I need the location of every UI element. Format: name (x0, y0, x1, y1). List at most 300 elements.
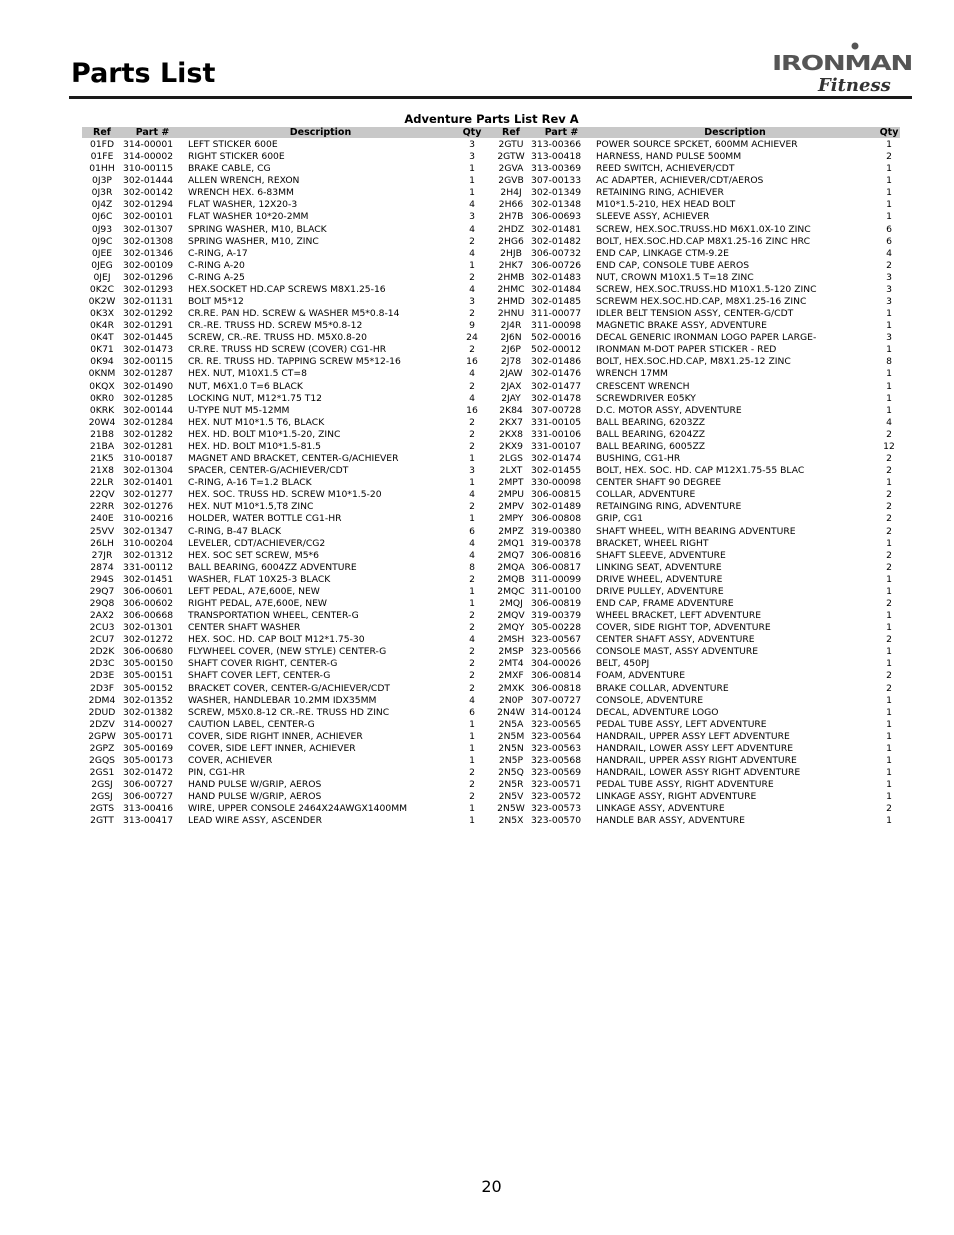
part-number-cell: 302-01490 (123, 380, 174, 392)
part-number-cell: 302-01293 (123, 283, 174, 295)
part-number-cell: 311-00098 (531, 320, 582, 332)
qty-cell: 2 (469, 622, 475, 634)
ref-cell: 01FE (90, 151, 114, 163)
description-cell: C-RING, B-47 BLACK (188, 525, 282, 537)
description-cell: COLLAR, ADVENTURE (596, 489, 696, 501)
qty-cell: 2 (886, 561, 892, 573)
description-cell: HANDRAIL, UPPER ASSY RIGHT ADVENTURE (596, 754, 797, 766)
description-cell: MAGNETIC BRAKE ASSY, ADVENTURE (596, 320, 767, 332)
part-number-cell: 302-01272 (123, 634, 174, 646)
table-row (82, 429, 900, 441)
page-title: Parts List (71, 58, 216, 89)
qty-cell: 1 (886, 344, 892, 356)
ref-cell: 0K2C (89, 283, 115, 295)
ref-cell: 22LR (90, 477, 114, 489)
part-number-cell: 306-00819 (531, 597, 582, 609)
qty-cell: 2 (886, 597, 892, 609)
part-number-cell: 313-00416 (123, 803, 174, 815)
description-cell: BALL BEARING, 6203ZZ (596, 416, 706, 428)
qty-cell: 2 (469, 440, 475, 452)
qty-cell: 4 (886, 416, 892, 428)
qty-cell: 1 (886, 404, 892, 416)
description-cell: BOLT M5*12 (188, 296, 244, 308)
qty-cell: 16 (466, 356, 478, 368)
part-number-cell: 302-01401 (123, 477, 174, 489)
part-number-cell: 323-00573 (531, 803, 582, 815)
part-number-cell: 305-00171 (123, 730, 174, 742)
part-number-cell: 302-01287 (123, 368, 174, 380)
qty-cell: 3 (886, 271, 892, 283)
qty-cell: 2 (886, 259, 892, 271)
ref-cell: 2J6N (500, 332, 522, 344)
qty-cell: 4 (469, 549, 475, 561)
table-row (82, 574, 900, 586)
qty-cell: 1 (886, 585, 892, 597)
description-cell: SCREW, M5X0.8-12 CR.-RE. TRUSS HD ZINC (188, 706, 390, 718)
part-number-cell: 323-00572 (531, 791, 582, 803)
ref-cell: 21B8 (90, 428, 114, 440)
ref-cell: 0KNM (88, 368, 116, 380)
ref-cell: 22QV (89, 489, 115, 501)
description-cell: BRACKET COVER, CENTER-G/ACHIEVER/CDT (188, 682, 391, 694)
part-number-cell: 302-01486 (531, 356, 582, 368)
qty-cell: 1 (469, 259, 475, 271)
description-cell: FLAT WASHER 10*20-2MM (188, 211, 309, 223)
part-number-cell: 314-00001 (123, 139, 174, 150)
description-cell: BALL BEARING, 6204ZZ (596, 428, 706, 440)
qty-cell: 8 (469, 561, 475, 573)
qty-cell: 2 (886, 670, 892, 682)
ref-cell: 21BA (89, 440, 115, 452)
ref-cell: 2DZV (89, 718, 115, 730)
part-number-cell: 314-00124 (531, 706, 582, 718)
qty-cell: 8 (886, 356, 892, 368)
table-row (82, 272, 900, 284)
description-cell: LINKING SEAT, ADVENTURE (596, 561, 722, 573)
description-cell: RETAINING RING, ACHIEVER (596, 187, 724, 199)
qty-cell: 4 (469, 223, 475, 235)
ref-cell: 2H66 (498, 199, 524, 211)
part-number-cell: 331-00107 (531, 440, 582, 452)
ref-cell: 2MQJ (499, 597, 523, 609)
description-cell: BOLT, HEX.SOC.HD.CAP, M8X1.25-12 ZINC (596, 356, 791, 368)
qty-cell: 6 (886, 235, 892, 247)
table-row (82, 393, 900, 405)
part-number-cell: 306-00727 (123, 779, 174, 791)
description-cell: CRESCENT WRENCH (596, 380, 690, 392)
part-number-cell: 302-01482 (531, 235, 582, 247)
part-number-cell: 323-00564 (531, 730, 582, 742)
part-number-cell: 302-00142 (123, 187, 174, 199)
qty-cell: 16 (466, 404, 478, 416)
qty-cell: 1 (886, 730, 892, 742)
part-number-cell: 302-01291 (123, 320, 174, 332)
description-cell: RETAINGING RING, ADVENTURE (596, 501, 742, 513)
ref-cell: 2HNU (497, 308, 525, 320)
qty-cell: 1 (886, 175, 892, 187)
description-cell: CENTER SHAFT 90 DEGREE (596, 477, 722, 489)
part-number-cell: 302-01277 (123, 489, 174, 501)
qty-cell: 1 (469, 730, 475, 742)
ref-cell: 2MPU (497, 489, 525, 501)
part-number-cell: 331-00106 (531, 428, 582, 440)
table-row (82, 224, 900, 236)
description-cell: CR.RE. TRUSS HD SCREW (COVER) CG1-HR (188, 344, 387, 356)
description-cell: HEX. HD. BOLT M10*1.5-20, ZINC (188, 428, 341, 440)
qty-cell: 2 (886, 489, 892, 501)
description-cell: COVER, ACHIEVER (188, 754, 273, 766)
ref-cell: 2GSJ (91, 791, 113, 803)
qty-cell: 2 (886, 634, 892, 646)
ref-cell: 2MQ1 (497, 537, 525, 549)
description-cell: END CAP, FRAME ADVENTURE (596, 597, 734, 609)
part-number-cell: 302-01445 (123, 332, 174, 344)
ref-cell: 2MT4 (498, 658, 524, 670)
description-cell: RIGHT PEDAL, A7E,600E, NEW (188, 597, 327, 609)
description-cell: DRIVE PULLEY, ADVENTURE (596, 585, 724, 597)
part-number-cell: 302-01304 (123, 465, 174, 477)
qty-cell: 1 (886, 187, 892, 199)
ref-cell: 2D3C (89, 658, 115, 670)
table-row (82, 646, 900, 658)
description-cell: HEX. SOC. HD. CAP BOLT M12*1.75-30 (188, 634, 365, 646)
ref-cell: 2N5N (498, 742, 524, 754)
page-number: 20 (481, 1177, 502, 1196)
ref-cell: 2GTU (498, 139, 524, 150)
qty-cell: 2 (886, 465, 892, 477)
ref-cell: 2J6P (501, 344, 521, 356)
qty-cell: 4 (469, 247, 475, 259)
description-cell: CR.-RE. TRUSS HD. SCREW M5*0.8-12 (188, 320, 363, 332)
qty-cell: 3 (469, 296, 475, 308)
description-cell: SHAFT COVER RIGHT, CENTER-G (188, 658, 338, 670)
description-cell: PIN, CG1-HR (188, 767, 245, 779)
ref-cell: 0J4Z (91, 199, 113, 211)
qty-cell: 1 (886, 646, 892, 658)
parts-table (82, 139, 900, 827)
part-number-cell: 302-01481 (531, 223, 582, 235)
ref-cell: 2MQA (497, 561, 525, 573)
table-row (82, 477, 900, 489)
qty-cell: 4 (469, 694, 475, 706)
qty-cell: 1 (886, 706, 892, 718)
ref-cell: 0JEE (91, 247, 113, 259)
ref-cell: 2LXT (499, 465, 523, 477)
qty-cell: 3 (886, 332, 892, 344)
description-cell: HEX. NUT M10*1.5 T6, BLACK (188, 416, 325, 428)
ref-cell: 2JAW (499, 368, 523, 380)
description-cell: BUSHING, CG1-HR (596, 453, 681, 465)
description-cell: HEX. NUT, M10X1.5 CT=8 (188, 368, 307, 380)
description-cell: C-RING, A-17 (188, 247, 248, 259)
table-row (82, 767, 900, 779)
ref-cell: 01HH (89, 163, 115, 175)
ref-cell: 2N5R (498, 779, 524, 791)
description-cell: HEX. SOC SET SCREW, M5*6 (188, 549, 319, 561)
ref-cell: 0JEJ (93, 271, 111, 283)
ref-cell: 2MQC (497, 585, 525, 597)
part-number-cell: 314-00027 (123, 718, 174, 730)
description-cell: WASHER, FLAT 10X25-3 BLACK (188, 573, 331, 585)
description-cell: FLAT WASHER, 12X20-3 (188, 199, 298, 211)
ref-cell: 0KR0 (89, 392, 115, 404)
ref-cell: 2N4W (497, 706, 525, 718)
part-number-cell: 307-00133 (531, 175, 582, 187)
table-row (82, 803, 900, 815)
qty-cell: 4 (469, 199, 475, 211)
table-row (82, 248, 900, 260)
part-number-cell: 306-00602 (123, 597, 174, 609)
qty-cell: 1 (886, 742, 892, 754)
ref-cell: 2N0P (498, 694, 524, 706)
table-row (82, 381, 900, 393)
description-cell: END CAP, LINKAGE CTM-9.2E (596, 247, 729, 259)
ref-cell: 2MPV (498, 501, 524, 513)
description-cell: AC ADAPTER, ACHIEVER/CDT/AEROS (596, 175, 764, 187)
table-row (82, 332, 900, 344)
qty-cell: 1 (886, 368, 892, 380)
table-row (82, 550, 900, 562)
part-number-cell: 313-00366 (531, 139, 582, 150)
description-cell: TRANSPORTATION WHEEL, CENTER-G (188, 610, 359, 622)
description-cell: RIGHT STICKER 600E (188, 151, 285, 163)
description-cell: M10*1.5-210, HEX HEAD BOLT (596, 199, 736, 211)
description-cell: WIRE, UPPER CONSOLE 2464X24AWGX1400MM (188, 803, 408, 815)
ref-cell: 2D3E (89, 670, 115, 682)
description-cell: LINKAGE ASSY, RIGHT ADVENTURE (596, 791, 757, 803)
qty-cell: 2 (886, 151, 892, 163)
part-number-cell: 302-01131 (123, 296, 174, 308)
ref-cell: 2MQV (497, 610, 525, 622)
part-number-cell: 323-00567 (531, 634, 582, 646)
description-cell: WRENCH HEX. 6-83MM (188, 187, 294, 199)
table-row (82, 139, 900, 151)
description-cell: BRACKET, WHEEL RIGHT (596, 537, 709, 549)
qty-cell: 2 (886, 682, 892, 694)
qty-cell: 2 (886, 501, 892, 513)
part-number-cell: 305-00173 (123, 754, 174, 766)
qty-cell: 2 (469, 271, 475, 283)
ref-cell: 2HDZ (497, 223, 525, 235)
ref-cell: 2JAX (500, 380, 522, 392)
part-number-cell: 302-00101 (123, 211, 174, 223)
part-number-cell: 302-01477 (531, 380, 582, 392)
description-cell: COVER, SIDE LEFT INNER, ACHIEVER (188, 742, 356, 754)
part-number-cell: 302-01483 (531, 271, 582, 283)
table-row (82, 755, 900, 767)
description-cell: FLYWHEEL COVER, (NEW STYLE) CENTER-G (188, 646, 387, 658)
ref-cell: 2MQB (497, 573, 525, 585)
description-cell: SPACER, CENTER-G/ACHIEVER/CDT (188, 465, 349, 477)
table-row (82, 453, 900, 465)
qty-cell: 1 (886, 320, 892, 332)
description-cell: CAUTION LABEL, CENTER-G (188, 718, 315, 730)
ref-cell: 0K4T (90, 332, 114, 344)
part-number-cell: 302-01485 (531, 296, 582, 308)
ref-cell: 01FD (89, 139, 115, 150)
table-row (82, 598, 900, 610)
description-cell: GRIP, CG1 (596, 513, 643, 525)
header-part: Part # (544, 127, 579, 138)
part-number-cell: 331-00105 (531, 416, 582, 428)
table-header (82, 127, 900, 138)
description-cell: BELT, 450PJ (596, 658, 650, 670)
part-number-cell: 310-00187 (123, 453, 174, 465)
description-cell: SPRING WASHER, M10, BLACK (188, 223, 327, 235)
part-number-cell: 319-00378 (531, 537, 582, 549)
qty-cell: 2 (469, 416, 475, 428)
part-number-cell: 302-01294 (123, 199, 174, 211)
qty-cell: 1 (469, 754, 475, 766)
description-cell: BALL BEARING, 6005ZZ (596, 440, 706, 452)
part-number-cell: 305-00152 (123, 682, 174, 694)
description-cell: LEVELER, CDT/ACHIEVER/CG2 (188, 537, 326, 549)
description-cell: MAGNET AND BRACKET, CENTER-G/ACHIEVER (188, 453, 399, 465)
qty-cell: 2 (469, 573, 475, 585)
table-row (82, 610, 900, 622)
ref-cell: 2MXK (497, 682, 525, 694)
description-cell: BOLT, HEX.SOC.HD.CAP M8X1.25-16 ZINC HRC (596, 235, 810, 247)
description-cell: WRENCH 17MM (596, 368, 668, 380)
ref-cell: 0K3X (89, 308, 114, 320)
ref-cell: 0J3R (91, 187, 113, 199)
ref-cell: 0J9C (91, 235, 113, 247)
ref-cell: 2GTT (90, 815, 114, 827)
part-number-cell: 306-00808 (531, 513, 582, 525)
description-cell: HANDRAIL, UPPER ASSY LEFT ADVENTURE (596, 730, 790, 742)
table-row (82, 695, 900, 707)
qty-cell: 1 (886, 779, 892, 791)
part-number-cell: 323-00568 (531, 754, 582, 766)
description-cell: SHAFT SLEEVE, ADVENTURE (596, 549, 726, 561)
ref-cell: 29Q8 (89, 597, 115, 609)
part-number-cell: 302-01349 (531, 187, 582, 199)
qty-cell: 1 (886, 622, 892, 634)
ref-cell: 0K2W (88, 296, 116, 308)
qty-cell: 4 (469, 368, 475, 380)
qty-cell: 3 (469, 151, 475, 163)
qty-cell: 1 (886, 815, 892, 827)
qty-cell: 3 (886, 296, 892, 308)
qty-cell: 2 (886, 513, 892, 525)
qty-cell: 2 (886, 803, 892, 815)
ref-cell: 0J6C (91, 211, 113, 223)
part-number-cell: 323-00566 (531, 646, 582, 658)
ref-cell: 26LH (90, 537, 114, 549)
ref-cell: 2N5X (498, 815, 524, 827)
table-row (82, 356, 900, 368)
description-cell: FOAM, ADVENTURE (596, 670, 686, 682)
part-number-cell: 305-00150 (123, 658, 174, 670)
ref-cell: 294S (90, 573, 114, 585)
logo-icon (770, 40, 916, 98)
part-number-cell: 302-01312 (123, 549, 174, 561)
description-cell: HAND PULSE W/GRIP, AEROS (188, 779, 322, 791)
description-cell: REED SWITCH, ACHIEVER/CDT (596, 163, 735, 175)
description-cell: DRIVE WHEEL, ADVENTURE (596, 573, 723, 585)
part-number-cell: 302-01348 (531, 199, 582, 211)
ref-cell: 2874 (90, 561, 114, 573)
part-number-cell: 302-01346 (123, 247, 174, 259)
part-number-cell: 302-01282 (123, 428, 174, 440)
qty-cell: 1 (886, 694, 892, 706)
qty-cell: 2 (469, 501, 475, 513)
table-row (82, 658, 900, 670)
qty-cell: 2 (469, 779, 475, 791)
ref-cell: 2N5V (498, 791, 524, 803)
description-cell: HANDLE BAR ASSY, ADVENTURE (596, 815, 745, 827)
qty-cell: 2 (469, 428, 475, 440)
ref-cell: 25VV (89, 525, 115, 537)
part-number-cell: 323-00570 (531, 815, 582, 827)
qty-cell: 1 (886, 754, 892, 766)
qty-cell: 2 (469, 235, 475, 247)
ref-cell: 2GPW (88, 730, 116, 742)
ironman-fitness-logo (770, 40, 916, 98)
part-number-cell: 302-01276 (123, 501, 174, 513)
part-number-cell: 302-01455 (531, 465, 582, 477)
description-cell: NUT, CROWN M10X1.5 T=18 ZINC (596, 271, 754, 283)
table-row (82, 308, 900, 320)
ref-cell: 2N5Q (498, 767, 524, 779)
qty-cell: 1 (886, 573, 892, 585)
qty-cell: 1 (886, 308, 892, 320)
ref-cell: 0KQX (89, 380, 115, 392)
description-cell: C-RING A-25 (188, 271, 245, 283)
part-number-cell: 306-00693 (531, 211, 582, 223)
ref-cell: 0KRK (89, 404, 115, 416)
table-row (82, 163, 900, 175)
part-number-cell: 302-01474 (531, 453, 582, 465)
qty-cell: 1 (469, 175, 475, 187)
description-cell: CR.RE. PAN HD. SCREW & WASHER M5*0.8-14 (188, 308, 400, 320)
part-number-cell: 302-01296 (123, 271, 174, 283)
table-row (82, 719, 900, 731)
part-number-cell: 302-00144 (123, 404, 174, 416)
qty-cell: 3 (469, 465, 475, 477)
description-cell: LEAD WIRE ASSY, ASCENDER (188, 815, 322, 827)
ref-cell: 2MQY (497, 622, 525, 634)
description-cell: HANDRAIL, LOWER ASSY RIGHT ADVENTURE (596, 767, 801, 779)
description-cell: SCREW, CR.-RE. TRUSS HD. M5X0.8-20 (188, 332, 367, 344)
table-row (82, 175, 900, 187)
part-number-cell: 319-00380 (531, 525, 582, 537)
part-number-cell: 314-00002 (123, 151, 174, 163)
qty-cell: 2 (469, 682, 475, 694)
table-row (82, 743, 900, 755)
qty-cell: 1 (886, 767, 892, 779)
ref-cell: 0J93 (91, 223, 113, 235)
description-cell: WHEEL BRACKET, LEFT ADVENTURE (596, 610, 762, 622)
qty-cell: 2 (886, 428, 892, 440)
description-cell: DECAL GENERIC IRONMAN LOGO PAPER LARGE- (596, 332, 817, 344)
qty-cell: 1 (886, 211, 892, 223)
description-cell: LOCKING NUT, M12*1.75 T12 (188, 392, 323, 404)
part-number-cell: 302-01478 (531, 392, 582, 404)
description-cell: CENTER SHAFT ASSY, ADVENTURE (596, 634, 755, 646)
qty-cell: 1 (469, 803, 475, 815)
description-cell: SHAFT COVER LEFT, CENTER-G (188, 670, 331, 682)
qty-cell: 3 (886, 283, 892, 295)
ref-cell: 2H7B (498, 211, 524, 223)
ref-cell: 2GPZ (89, 742, 115, 754)
table-title: Adventure Parts List Rev A (404, 112, 579, 126)
table-row (82, 815, 900, 827)
part-number-cell: 310-00115 (123, 163, 174, 175)
ref-cell: 2HMC (497, 283, 525, 295)
table-row (82, 670, 900, 682)
ref-cell: 2HJB (500, 247, 522, 259)
